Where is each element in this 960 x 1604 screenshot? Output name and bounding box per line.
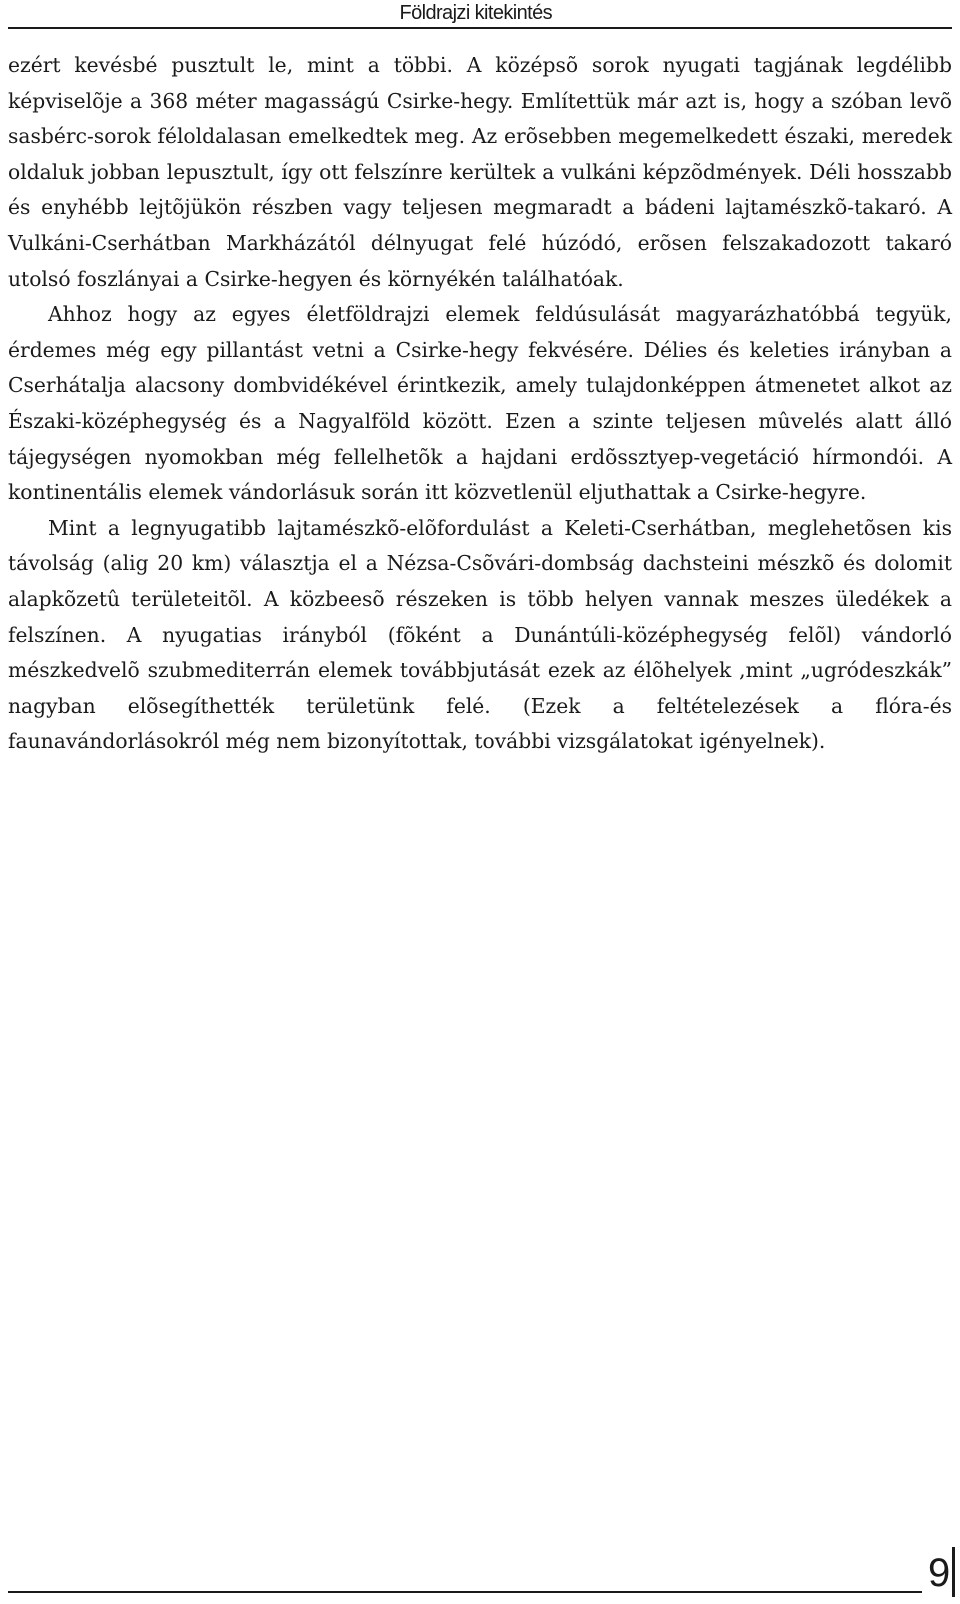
- body-text: [8, 48, 952, 760]
- margin-bar: [952, 1547, 955, 1597]
- page-number: 9: [928, 1551, 951, 1595]
- footer-rule: [8, 1591, 922, 1593]
- paragraph-1: ezért kevésbé pusztult le, mint a többi. A középsõ sorok nyugati tagjának legdélibb képviselõje a 368 méter magasságú Csirke-hegy. Említettük már azt is, hogy a szóban levõ sasbérc-sorok féloldalasan emelkedtek meg. Az erõsebben megemelkedett északi, meredek oldaluk jobban lepusztult, így ott felszínre kerültek a vulkáni képzõdmények. Déli hosszabb és enyhébb lejtõjükön részben vagy teljesen megmaradt a bádeni lajtamészkõ-takaró. A Vulkáni-Cserhátban Markházától délnyugat felé húzódó, erõsen felszakadozott takaró utolsó foszlányai a Csirke-hegyen és környékén találhatóak.: [8, 53, 952, 291]
- paragraph-2: Ahhoz hogy az egyes életföldrajzi elemek feldúsulását magyarázhatóbbá tegyük, érdemes még egy pillantást vetni a Csirke-hegy fekvésére. Délies és keleties irányban a Cserhátalja alacsony dombvidékével érintkezik, amely tulajdonképpen átmenetet alkot az Északi-középhegység és a Nagyalföld között. Ezen a szinte teljesen mûvelés alatt álló tájegységen nyomokban még fellelhetõk a hajdani erdõssztyep-vegetáció hírmondói. A kontinentális elemek vándorlásuk során itt közvetlenül eljuthattak a Csirke-hegyre.: [8, 302, 952, 505]
- paragraph-3: Mint a legnyugatibb lajtamészkõ-elõfordulást a Keleti-Cserhátban, meglehetõsen kis távolság (alig 20 km) választja el a Nézsa-Csõvári-dombság dachsteini mészkõ és dolomit alapkõzetû területeitõl. A közbeesõ részeken is több helyen vannak meszes üledékek a felszínen. A nyugatias irányból (fõként a Dunántúli-középhegység felõl) vándorló mészkedvelõ szubmediterrán elemek továbbjutását ezek az élõhelyek ,mint „ugródeszkák” nagyban elõsegíthették területünk felé. (Ezek a feltételezések a flóra-és faunavándorlásokról még nem bizonyítottak, további vizsgálatokat igényelnek).: [8, 515, 952, 754]
- running-header: Földrajzi kitekintés: [399, 2, 552, 24]
- header-rule: [8, 27, 952, 29]
